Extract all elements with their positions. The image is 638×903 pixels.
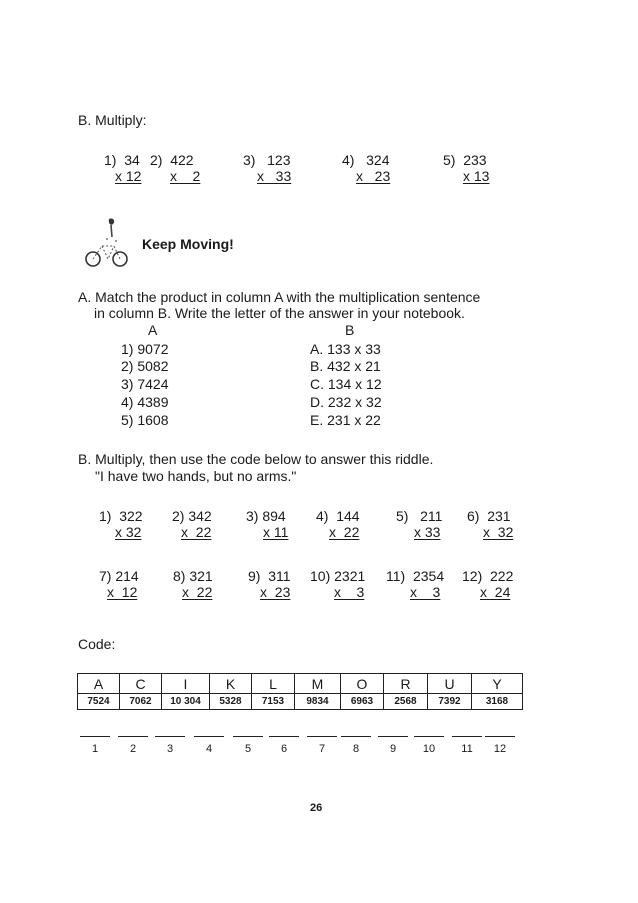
riddle-problem-4: 4) 144 x 22 — [316, 508, 360, 540]
blank-number: 1 — [91, 743, 99, 755]
code-value: 7524 — [78, 694, 120, 710]
answer-blank[interactable] — [414, 736, 444, 737]
column-a-item: 5) 1608 — [121, 412, 169, 428]
code-value: 10 304 — [162, 694, 210, 710]
blank-number: 4 — [205, 743, 213, 755]
blank-number: 5 — [244, 743, 252, 755]
code-label: Code: — [78, 636, 116, 652]
blank-number: 6 — [280, 743, 288, 755]
code-letter: I — [162, 674, 210, 694]
problem-1: 1) 34 x 12 — [104, 152, 142, 184]
column-a-item: 1) 9072 — [121, 341, 169, 357]
answer-blank[interactable] — [269, 736, 299, 737]
code-letter: A — [78, 674, 120, 694]
column-a-item: 2) 5082 — [121, 358, 169, 374]
answer-blank[interactable] — [485, 736, 515, 737]
code-value: 7062 — [120, 694, 162, 710]
column-b-item: C. 134 x 12 — [310, 376, 382, 392]
riddle-problem-12: 12) 222 x 24 — [462, 568, 514, 600]
code-letter: L — [252, 674, 295, 694]
column-b-item: D. 232 x 32 — [310, 394, 382, 410]
code-value: 5328 — [210, 694, 252, 710]
riddle-problem-9: 9) 311 x 23 — [248, 568, 291, 600]
blank-number: 11 — [461, 743, 473, 755]
blank-number: 12 — [493, 743, 507, 755]
answer-blank[interactable] — [118, 736, 148, 737]
code-letter: Y — [472, 674, 523, 694]
column-b-item: A. 133 x 33 — [310, 341, 381, 357]
riddle-text: "I have two hands, but no arms." — [95, 468, 297, 484]
keep-moving-heading: Keep Moving! — [142, 236, 234, 252]
section-b-title: B. Multiply: — [78, 112, 147, 128]
riddle-problem-1: 1) 322 x 32 — [99, 508, 143, 540]
code-values-row — [78, 694, 523, 710]
riddle-problem-7: 7) 214 x 12 — [99, 568, 139, 600]
riddle-problem-5: 5) 211 x 33 — [396, 508, 443, 540]
problem-5: 5) 233 x 13 — [443, 152, 490, 184]
page-number: 26 — [310, 802, 323, 814]
code-letter: R — [384, 674, 428, 694]
code-value: 3168 — [472, 694, 523, 710]
riddle-problem-10: 10) 2321 x 3 — [310, 568, 366, 600]
column-a-item: 3) 7424 — [121, 376, 169, 392]
code-value: 7392 — [428, 694, 472, 710]
blank-number: 7 — [318, 743, 326, 755]
blank-number: 2 — [129, 743, 137, 755]
answer-blank[interactable] — [307, 736, 337, 737]
problem-2: 2) 422 x 2 — [150, 152, 201, 184]
riddle-problem-8: 8) 321 x 22 — [173, 568, 213, 600]
code-value: 2568 — [384, 694, 428, 710]
code-letter: M — [295, 674, 341, 694]
riddle-problem-11: 11) 2354 x 3 — [386, 568, 445, 600]
code-value: 7153 — [252, 694, 295, 710]
code-letter: O — [341, 674, 384, 694]
code-table — [77, 673, 523, 710]
column-a-item: 4) 4389 — [121, 394, 169, 410]
code-letter: U — [428, 674, 472, 694]
column-b-item: E. 231 x 22 — [310, 412, 381, 428]
answer-blank[interactable] — [378, 736, 408, 737]
answer-blank[interactable] — [80, 736, 110, 737]
column-b-header: B — [345, 322, 355, 338]
code-letters-row — [78, 674, 523, 694]
riddle-problem-6: 6) 231 x 32 — [467, 508, 514, 540]
column-a-header: A — [148, 322, 158, 338]
bicycle-icon — [82, 215, 134, 271]
blank-number: 9 — [389, 743, 397, 755]
section-a-instruction-2: in column B. Write the letter of the answer in your notebook. — [94, 305, 465, 321]
section-b2-instruction-1: B. Multiply, then use the code below to answer this riddle. — [78, 451, 434, 467]
blank-number: 3 — [166, 743, 174, 755]
answer-blank[interactable] — [233, 736, 263, 737]
answer-blank[interactable] — [155, 736, 185, 737]
riddle-problem-2: 2) 342 x 22 — [172, 508, 212, 540]
riddle-problem-3: 3) 894 x 11 — [246, 508, 289, 540]
column-b-item: B. 432 x 21 — [310, 358, 381, 374]
answer-blank[interactable] — [341, 736, 371, 737]
code-letter: C — [120, 674, 162, 694]
blank-number: 10 — [422, 743, 436, 755]
problem-3: 3) 123 x 33 — [243, 152, 292, 184]
blank-number: 8 — [352, 743, 360, 755]
code-value: 9834 — [295, 694, 341, 710]
problem-4: 4) 324 x 23 — [342, 152, 391, 184]
answer-blank[interactable] — [194, 736, 224, 737]
code-letter: K — [210, 674, 252, 694]
section-a-instruction-1: A. Match the product in column A with the multiplication sentence — [78, 289, 481, 305]
answer-blank[interactable] — [452, 736, 482, 737]
code-value: 6963 — [341, 694, 384, 710]
